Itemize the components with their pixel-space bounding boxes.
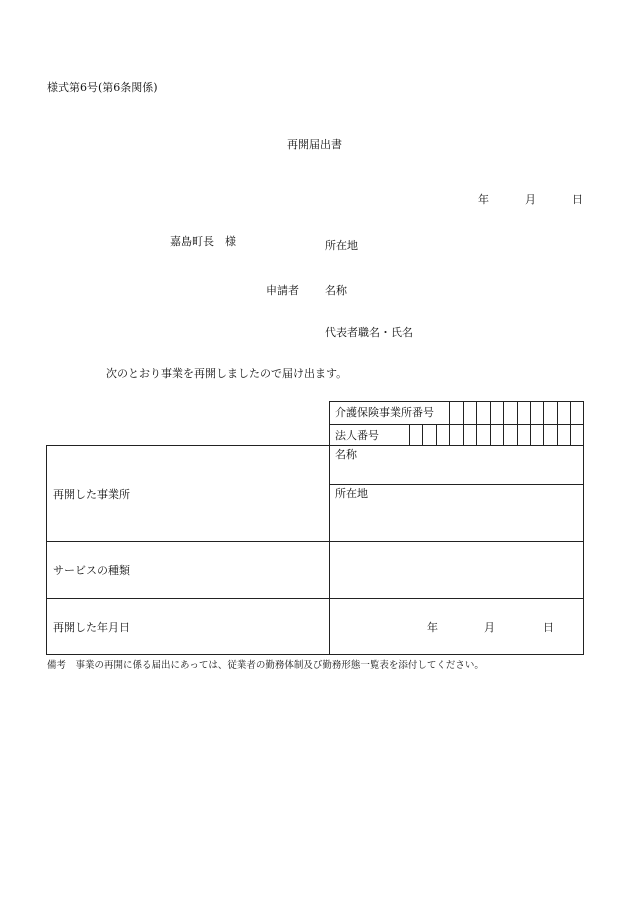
corporate-number-label: 法人番号 (335, 429, 379, 442)
form-number: 様式第6号(第6条関係) (47, 81, 158, 94)
applicant-address-label: 所在地 (325, 239, 358, 252)
service-type-label: サービスの種類 (53, 564, 130, 577)
reopen-date-month: 月 (484, 621, 495, 634)
reopen-date-year: 年 (427, 621, 438, 634)
office-name-label: 名称 (335, 448, 357, 461)
addressee: 嘉島町長 様 (170, 235, 236, 248)
representative-label: 代表者職名・氏名 (325, 326, 413, 339)
office-row-label: 再開した事業所 (53, 488, 130, 501)
page-title: 再開届出書 (287, 138, 342, 151)
reopen-date-label: 再開した年月日 (53, 621, 130, 634)
date-year-label: 年 (478, 193, 489, 206)
applicant-name-label: 名称 (325, 284, 347, 297)
date-day-label: 日 (572, 193, 583, 206)
date-month-label: 月 (525, 193, 536, 206)
care-insurance-number-label: 介護保険事業所番号 (335, 406, 434, 419)
note: 備考 事業の再開に係る届出にあっては、従業者の勤務体制及び勤務形態一覧表を添付してください。 (47, 660, 484, 671)
intro-text: 次のとおり事業を再開しましたので届け出ます。 (106, 367, 348, 380)
reopen-date-day: 日 (543, 621, 554, 634)
office-address-label: 所在地 (335, 487, 368, 500)
applicant-label: 申請者 (266, 284, 299, 297)
